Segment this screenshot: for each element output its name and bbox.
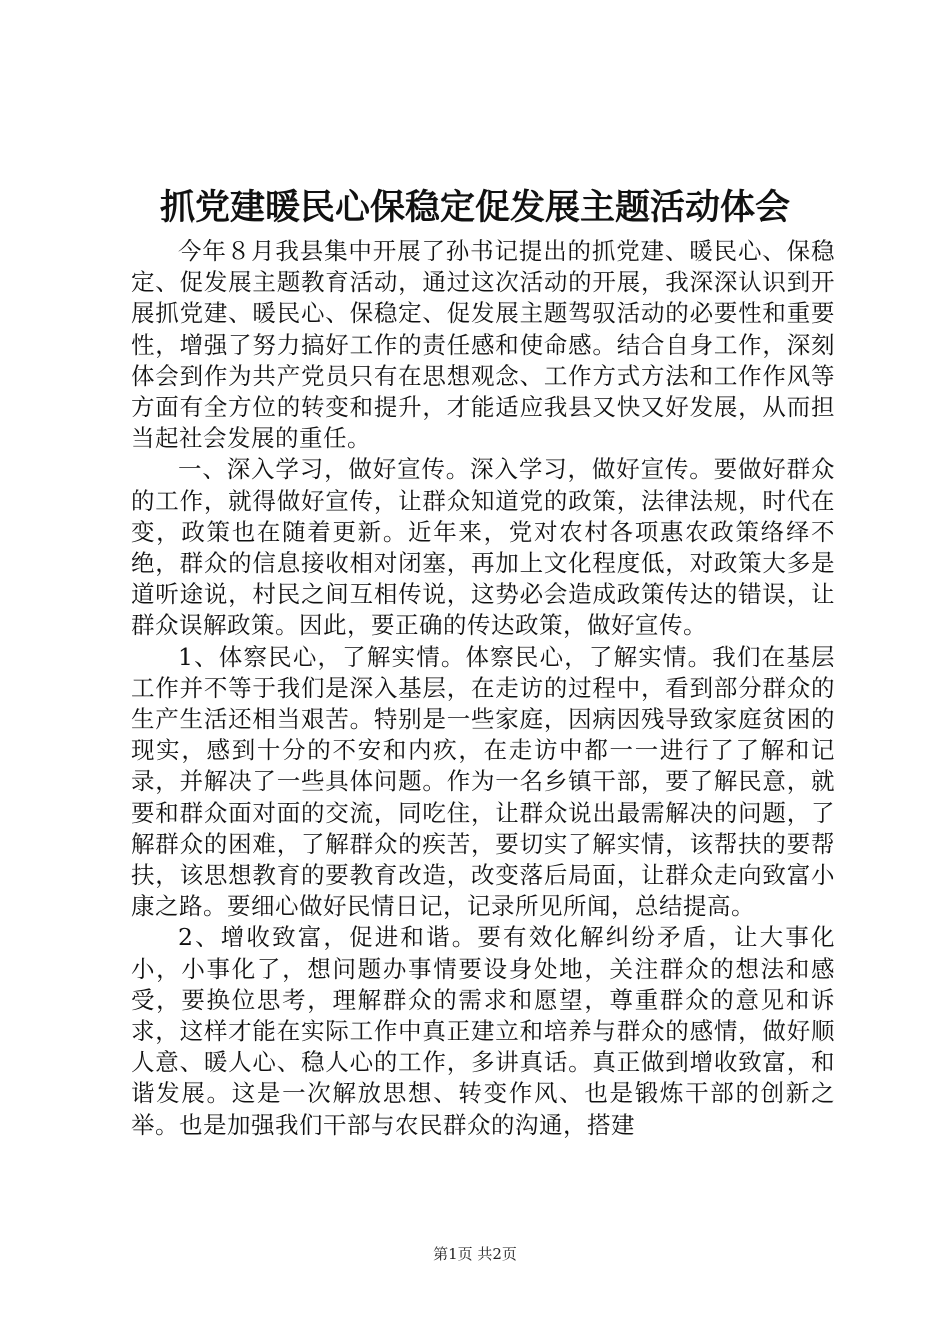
paragraph-item-one: 1、体察民心，了解实情。体察民心，了解实情。我们在基层工作并不等于我们是深入基层，在走访的过程中，看到部分群众的生产生活还相当艰苦。特别是一些家庭，因病因残导致家庭贫困的现实，感到十分的不安和内疚，在走访中都一一进行了了解和记录，并解决了一些具体问题。作为一名乡镇干部，要了解民意，就要和群众面对面的交流，同吃住，让群众说出最需解决的问题，了解群众的困难，了解群众的疾苦，要切实了解实情，该帮扶的要帮扶，该思想教育的要教育改造，改变落后局面，让群众走向致富小康之路。要细心做好民情日记，记录所见所闻，总结提高。 bbox=[131, 642, 835, 921]
paragraph-item-two: 2、增收致富，促进和谐。要有效化解纠纷矛盾，让大事化小，小事化了，想问题办事情要设身处地，关注群众的想法和感受，要换位思考，理解群众的需求和愿望，尊重群众的意见和诉求，这样才能在实际工作中真正建立和培养与群众的感情，做好顺人意、暖人心、稳人心的工作，多讲真话。真正做到增收致富，和谐发展。这是一次解放思想、转变作风、也是锻炼干部的创新之举。也是加强我们干部与农民群众的沟通，搭建 bbox=[131, 923, 835, 1139]
document-body bbox=[131, 236, 835, 1141]
page-title: 抓党建暖民心保稳定促发展主题活动体会 bbox=[159, 187, 790, 228]
page-number-footer: 第1页 共2页 bbox=[433, 1245, 517, 1263]
paragraph-intro: 今年８月我县集中开展了孙书记提出的抓党建、暖民心、保稳定、促发展主题教育活动，通过这次活动的开展，我深深认识到开展抓党建、暖民心、保稳定、促发展主题驾驭活动的必要性和重要性，增强了努力搞好工作的责任感和使命感。结合自身工作，深刻体会到作为共产党员只有在思想观念、工作方式方法和工作作风等方面有全方位的转变和提升，才能适应我县又快又好发展，从而担当起社会发展的重任。 bbox=[131, 237, 835, 453]
paragraph-section-one: 一、深入学习，做好宣传。深入学习，做好宣传。要做好群众的工作，就得做好宣传，让群众知道党的政策，法律法规，时代在变，政策也在随着更新。近年来，党对农村各项惠农政策络绎不绝，群众的信息接收相对闭塞，再加上文化程度低，对政策大多是道听途说，村民之间互相传说，这势必会造成政策传达的错误，让群众误解政策。因此，要正确的传达政策，做好宣传。 bbox=[131, 455, 835, 640]
